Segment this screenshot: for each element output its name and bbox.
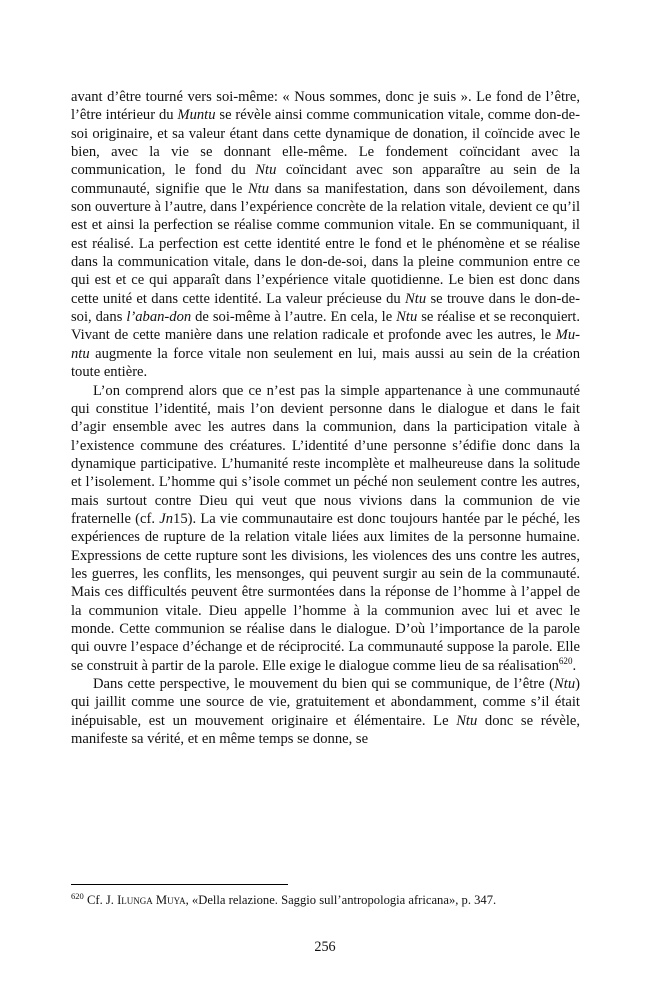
paragraph-3: Dans cette perspective, le mouvement du bien qui se communique, de l’être (Ntu) qui jaillit comme une source de vie, gratuitement et abondamment, comme s’il était inépuisable, est un mouvement originaire et élémentaire. Le Ntu donc se révèle, manifeste sa vérité, et en même temps se donne, se <box>71 676 580 748</box>
italic-term: Jn <box>159 510 174 527</box>
footnote-620: $^{620}$ Cf. J. Ilunga Muya, «Della relazione. Saggio sull’antropologia africana», p. 347. <box>71 890 497 907</box>
body-text-block <box>71 88 580 748</box>
footnote-reference[interactable]: 620 <box>558 655 573 666</box>
italic-term: Ntu <box>554 676 576 692</box>
author-name: Ilunga Muya <box>117 893 186 907</box>
italic-term: Ntu <box>396 309 418 326</box>
page-number: 256 <box>314 939 336 955</box>
italic-term: l’aban-don <box>126 309 192 326</box>
footnote-area <box>71 884 580 908</box>
italic-term: Ntu <box>456 712 478 729</box>
italic-term: Mu-ntu <box>71 327 580 362</box>
italic-term: Ntu <box>405 290 427 307</box>
paragraph-2: L’on comprend alors que ce n’est pas la simple appartenance à une communauté qui constitue l’identité, mais l’on devient personne dans le dialogue et dans le fait d’agir ensemble avec les autres dans la communion, dans la participation vitale à l’existence commune des créatures. L’identité d’une personne s’édifie donc dans la dynamique participative. L’humanité reste incomplète et malheureuse dans la solitude et l’isolement. L’homme qui s’isole commet un péché non seulement contre les autres, mais surtout contre Dieu qui veut que nous vivions dans la communion de vie fraternelle (cf. Jn15). La vie communautaire est donc toujours hantée par le péché, les expériences de rupture de la relation vitale liées aux limites de la personne humaine. Expressions de cette rupture sont les divisions, les violences des uns contre les autres, les guerres, les conflits, les mensonges, qui peuvent surgir au sein de la communauté. Mais ces difficultés peuvent être surmontées dans la réponse de l’homme à l’appel de la communion vitale. Dieu appelle l’homme à la communion avec lui et avec le monde. Cette communion se réalise dans le dialogue. D’où l’importance de la parole qui ouvre l’espace d’échange et de réciprocité. La communauté suppose la parole. Elle se construit à partir de la parole. Elle exige le dialogue comme lieu de sa réalisation$^{620}$. <box>71 382 581 674</box>
footnote-separator-rule <box>71 884 288 885</box>
italic-term: Ntu <box>255 162 277 179</box>
paragraph-1: avant d’être tourné vers soi-même: « Nous sommes, donc je suis ». Le fond de l’être, l’être intérieur du Muntu se révèle ainsi comme communication vitale, comme don-de-soi originaire, et sa valeur étant dans cette dynamique de donation, il coïncide avec le bien, avec la vie se donnant elle-même. Le fondement coïncidant avec la communication, le fond du Ntu coïncidant avec son apparaître au sein de la communauté, signifie que le Ntu dans sa manifestation, dans son dévoilement, dans son ouverture à l’autre, dans l’expérience concrète de la relation vitale, devient ce qu’il est et ainsi la perfection se réalise comme communion vitale. En se communiquant, il est réalisé. La perfection est cette identité entre le fond et le phénomène et se réalise dans la communication vitale, dans le don-de-soi, dans la pleine communion entre ce qui est et ce qui apparaît dans l’expérience vitale quotidienne. Le bien est donc dans cette unité et dans cette identité. La valeur précieuse du Ntu se trouve dans le don-de-soi, dans l’aban-don de soi-même à l’autre. En cela, le Ntu se réalise et se reconquiert. Vivant de cette manière dans une relation radicale et profonde avec les autres, le Mu-ntu augmente la force vitale non seulement en lui, mais aussi au sein de la création toute entière. <box>71 89 580 381</box>
italic-term: Ntu <box>247 180 270 197</box>
italic-term: Muntu <box>177 107 216 124</box>
footnote-marker: 620 <box>71 890 84 901</box>
